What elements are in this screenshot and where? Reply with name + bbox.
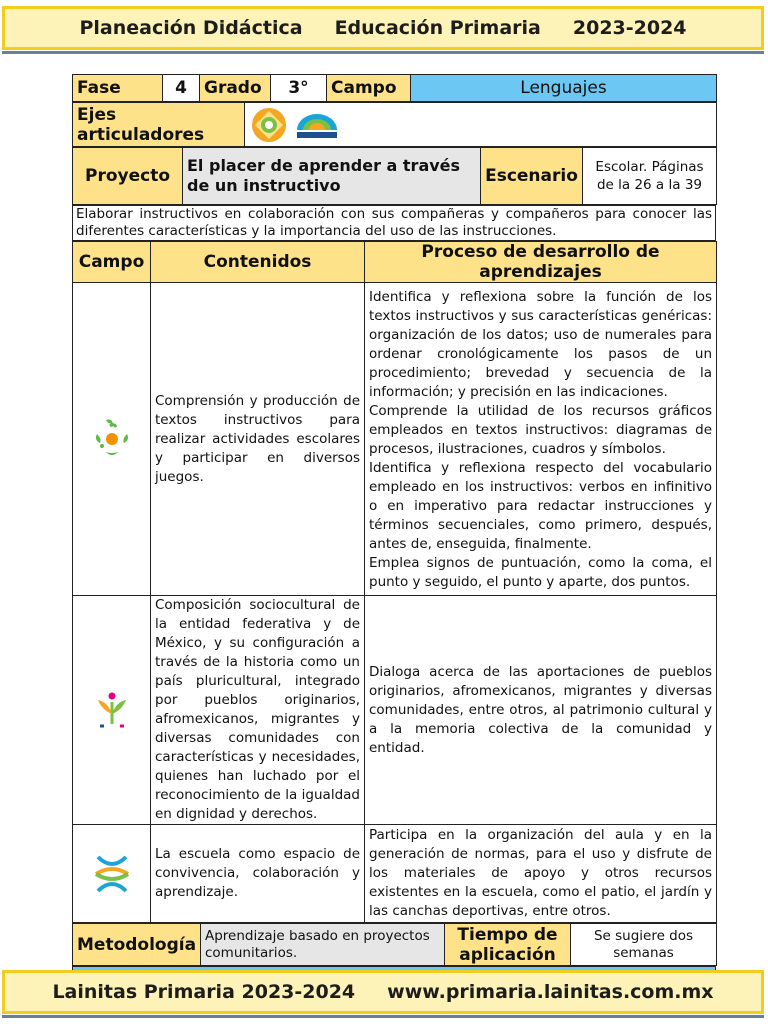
contenido-1: Comprensión y producción de textos instructivos para realizar actividades escolares y participar en diversos juegos. (151, 283, 365, 596)
lenguajes-icon (92, 416, 132, 462)
proceso-1-item: Comprende la utilidad de los recursos gráficos empleados en textos instructivos: diagramas de procesos, ilustraciones, cuadros y símbolos. (369, 403, 712, 457)
ejes-icons (245, 103, 717, 147)
metodologia-value: Aprendizaje basado en proyectos comunitarios. (201, 924, 445, 966)
grado-value: 3° (271, 75, 327, 102)
tiempo-label: Tiempo de aplicación (445, 924, 571, 966)
planning-sheet (72, 74, 716, 986)
footer-banner (2, 970, 764, 1014)
header-banner (2, 6, 764, 50)
description-table (72, 205, 716, 241)
campo-value: Lenguajes (411, 75, 717, 102)
campo-icon-cell (73, 596, 151, 825)
interculturalidad-icon (293, 108, 341, 142)
info-table (72, 74, 717, 102)
table-row (73, 596, 717, 825)
footer-brand: Lainitas Primaria 2023-2024 (52, 981, 356, 1003)
proceso-1 (365, 283, 717, 596)
tiempo-value: Se sugiere dos semanas (571, 924, 717, 966)
metodologia-table (72, 923, 717, 966)
proyecto-label: Proyecto (73, 148, 183, 205)
table-row (73, 283, 717, 596)
proceso-3 (365, 825, 717, 923)
proyecto-value: El placer de aprender a través de un instructivo (183, 148, 481, 205)
footer-url[interactable]: www.primaria.lainitas.com.mx (387, 981, 714, 1003)
contenido-2: Composición sociocultural de la entidad federativa y de México, y su configuración a través de la historia como un país pluricultural, integrado por pueblos originarios, afromexicanos, migrantes y diversas comunidades con características y necesidades, quienes han luchado por el reconocimiento de la igualdad en dignidad y derechos. (151, 596, 365, 825)
inclusion-icon (249, 105, 289, 145)
escenario-value: Escolar. Páginas de la 26 a la 39 (583, 148, 717, 205)
header-title: Planeación Didáctica (79, 17, 303, 39)
proceso-1-item: Identifica y reflexiona sobre la función de los textos instructivos y sus características genéricas: organización de los datos; uso de numerales para ordenar cronológicamente los pasos de un procedimiento; brevedad y secuencia de la información; y precisión en las indicaciones. (369, 289, 712, 400)
escenario-label: Escenario (481, 148, 583, 205)
fase-value: 4 (163, 75, 200, 102)
proceso-1-item: Identifica y reflexiona respecto del vocabulario empleado en los instructivos: verbos en infinitivo o en imperativo para redactar instrucciones y términos secuenciales, como primero, después, antes de, enseguida, finalmente. (369, 460, 712, 552)
campo-label: Campo (327, 75, 411, 102)
etica-naturaleza-icon (90, 688, 134, 732)
ejes-table (72, 102, 717, 147)
campo-icon-cell (73, 825, 151, 923)
proceso-2-item: Dialoga acerca de las aportaciones de pueblos originarios, afromexicanos, migrantes y diversas comunidades, entre otros, al patrimonio cultural y a la memoria colectiva de la comunidad y entidad. (369, 663, 712, 756)
project-description: Elaborar instructivos en colaboración con sus compañeras y compañeros para conocer las diferentes características y la importancia del uso de las instrucciones. (73, 206, 716, 241)
proceso-3-item: Participa en la organización del aula y en la generación de normas, para el uso y disfrute de los materiales de apoyo y otros recursos existentes en la escuela, como el patio, el jardín y las canchas deportivas, entre otros. (369, 827, 712, 919)
header-level: Educación Primaria (334, 17, 541, 39)
grado-label: Grado (200, 75, 271, 102)
metodologia-label: Metodología (73, 924, 201, 966)
proceso-1-item: Emplea signos de puntuación, como la coma, el punto y seguido, el punto y aparte, dos puntos. (369, 555, 712, 590)
proyecto-table (72, 147, 717, 205)
contenido-3: La escuela como espacio de convivencia, colaboración y aprendizaje. (151, 825, 365, 923)
column-contenidos: Contenidos (151, 242, 365, 283)
fase-label: Fase (73, 75, 163, 102)
ejes-label: Ejes articuladores (73, 103, 245, 147)
table-row (73, 825, 717, 923)
column-campo: Campo (73, 242, 151, 283)
proceso-2 (365, 596, 717, 825)
campo-icon-cell (73, 283, 151, 596)
content-table (72, 241, 717, 923)
column-proceso: Proceso de desarrollo de aprendizajes (365, 242, 717, 283)
header-year: 2023-2024 (572, 17, 687, 39)
de-lo-humano-icon (90, 851, 134, 897)
